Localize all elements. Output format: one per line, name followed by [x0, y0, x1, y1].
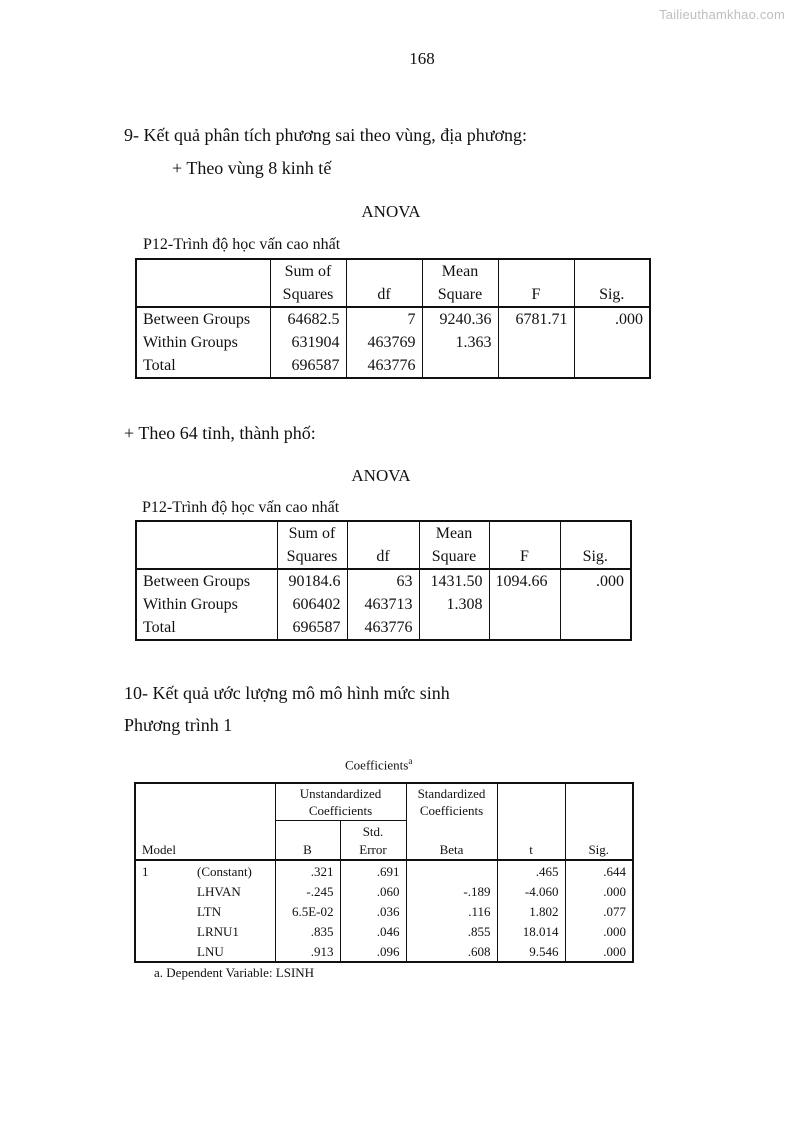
anova1-header-ms: Square: [422, 283, 498, 307]
anova2-header-f: F: [489, 545, 560, 569]
table-row: [136, 569, 631, 593]
table-row: [136, 331, 650, 354]
predictor-name: LHVAN: [191, 881, 275, 901]
anova2-header-ms: Square: [419, 545, 489, 569]
coef-header-unstd-top: Unstandardized: [299, 785, 382, 801]
coef-header-b: B: [275, 820, 340, 860]
anova1-variable: P12-Trình độ học vấn cao nhất: [143, 236, 341, 253]
cell-b: .913: [275, 941, 340, 962]
anova2-header-ss-top: Sum of: [277, 521, 347, 545]
cell-sig: [574, 354, 650, 378]
footnote-marker: a.: [154, 965, 164, 980]
anova2-title: ANOVA: [351, 466, 411, 485]
cell-f: 1094.66: [489, 569, 560, 593]
cell-se: .046: [340, 921, 406, 941]
cell-df: 463776: [346, 354, 422, 378]
cell-ms: [419, 616, 489, 640]
cell-df: 463713: [347, 593, 419, 616]
anova2-header-sig-top: [560, 521, 631, 545]
model-number-blank: [135, 901, 191, 921]
cell-se: .036: [340, 901, 406, 921]
cell-ss: 606402: [277, 593, 347, 616]
predictor-name: LNU: [191, 941, 275, 962]
coef-header-sig: Sig.: [588, 842, 610, 857]
cell-se: .060: [340, 881, 406, 901]
section-9-sub-province: + Theo 64 tỉnh, thành phố:: [124, 423, 316, 443]
cell-ms: 1.308: [419, 593, 489, 616]
anova2-header-f-top: [489, 521, 560, 545]
footnote-text: Dependent Variable: LSINH: [166, 965, 315, 980]
cell-ss: 696587: [277, 616, 347, 640]
equation-label: Phương trình 1: [124, 715, 233, 735]
coef-header-se: [340, 820, 406, 860]
row-label: Within Groups: [136, 331, 270, 354]
table-row: [135, 860, 633, 881]
coefficients-footnote: [154, 965, 314, 981]
cell-ss: 64682.5: [270, 307, 346, 331]
cell-f: [498, 354, 574, 378]
cell-se: .096: [340, 941, 406, 962]
cell-t: -4.060: [497, 881, 565, 901]
predictor-name: (Constant): [191, 860, 275, 881]
coef-header-standardized: [406, 783, 497, 820]
anova2-header-ms-top: Mean: [419, 521, 489, 545]
anova2-header-blank: [136, 521, 277, 545]
anova1-header-ss-top: Sum of: [270, 259, 346, 283]
cell-b: -.245: [275, 881, 340, 901]
cell-sig: .000: [603, 943, 626, 959]
row-label: Total: [136, 616, 277, 640]
cell-f: 6781.71: [498, 307, 574, 331]
model-number: 1: [142, 863, 149, 879]
cell-beta: .855: [406, 921, 497, 941]
cell-ms: 9240.36: [422, 307, 498, 331]
cell-se: .691: [340, 860, 406, 881]
model-number-blank: [135, 881, 191, 901]
cell-df: 63: [347, 569, 419, 593]
cell-f: [489, 616, 560, 640]
section-9-sub-region: + Theo vùng 8 kinh tế: [172, 158, 332, 178]
cell-sig: [560, 616, 631, 640]
anova1-header-df: df: [346, 283, 422, 307]
page-number: 168: [409, 49, 435, 68]
table-row: [136, 307, 650, 331]
coefficients-table: [134, 782, 634, 963]
anova1-table: [135, 258, 651, 379]
cell-ss: 696587: [270, 354, 346, 378]
cell-df: 463776: [347, 616, 419, 640]
section-9-heading: 9- Kết quả phân tích phương sai theo vùng, địa phương:: [124, 125, 527, 145]
coef-header-std-top: Standardized: [417, 786, 486, 801]
anova1-title: ANOVA: [361, 202, 421, 221]
anova1-header-sig-top: [574, 259, 650, 283]
anova2-header-ss: Squares: [277, 545, 347, 569]
row-label: Within Groups: [136, 593, 277, 616]
coef-header-unstandardized: [275, 783, 406, 820]
section-10-heading: 10- Kết quả ước lượng mô mô hình mức sinh: [124, 683, 450, 703]
table-row: [135, 941, 633, 962]
cell-sig: .000: [603, 883, 626, 899]
model-number-blank: [135, 941, 191, 962]
anova2-variable: P12-Trình độ học vấn cao nhất: [142, 499, 340, 516]
cell-sig: .077: [603, 903, 626, 919]
coefficients-title: [345, 756, 412, 773]
cell-sig: .000: [615, 311, 643, 328]
predictor-name: LRNU1: [191, 921, 275, 941]
coefficients-title-sup: a: [408, 756, 413, 766]
cell-sig: .000: [596, 573, 624, 590]
row-label: Between Groups: [136, 307, 270, 331]
table-row: [136, 593, 631, 616]
anova1-header-df-top: [346, 259, 422, 283]
cell-t: 18.014: [497, 921, 565, 941]
model-number-blank: [135, 921, 191, 941]
cell-ss: 631904: [270, 331, 346, 354]
anova2-header-blank-2: [136, 545, 277, 569]
anova2-table: [135, 520, 632, 641]
cell-sig: .644: [603, 863, 626, 879]
cell-ms: 1.363: [422, 331, 498, 354]
cell-beta: -.189: [406, 881, 497, 901]
cell-sig: [574, 331, 650, 354]
anova2-header-sig: Sig.: [582, 548, 608, 565]
anova1-header-f-top: [498, 259, 574, 283]
cell-beta: .116: [406, 901, 497, 921]
table-row: [135, 881, 633, 901]
row-label: Total: [136, 354, 270, 378]
anova1-header-ms-top: Mean: [422, 259, 498, 283]
watermark: Tailieuthamkhao.com: [659, 7, 785, 22]
row-label: Between Groups: [136, 569, 277, 593]
table-row: [136, 616, 631, 640]
anova1-header-blank: [136, 259, 270, 283]
cell-f: [489, 593, 560, 616]
cell-t: 9.546: [497, 941, 565, 962]
cell-ms: [422, 354, 498, 378]
anova1-header-ss: Squares: [270, 283, 346, 307]
cell-sig: .000: [603, 923, 626, 939]
table-row: [136, 354, 650, 378]
coef-header-model: Model: [135, 820, 275, 860]
cell-ms: 1431.50: [419, 569, 489, 593]
cell-b: .835: [275, 921, 340, 941]
table-row: [135, 901, 633, 921]
coef-header-se-top: Std.: [362, 824, 384, 839]
anova1-header-f: F: [498, 283, 574, 307]
cell-df: 7: [346, 307, 422, 331]
coef-header-t-top: [497, 783, 565, 820]
anova2-header-df: df: [347, 545, 419, 569]
coef-header-se-bottom: Error: [359, 842, 387, 857]
cell-f: [498, 331, 574, 354]
cell-b: .321: [275, 860, 340, 881]
anova1-header-sig: Sig.: [599, 286, 625, 303]
coef-header-blank: [135, 783, 275, 820]
cell-ss: 90184.6: [277, 569, 347, 593]
cell-t: 1.802: [497, 901, 565, 921]
coef-header-unstd-bottom: Coefficients: [308, 802, 373, 818]
coef-header-std-bottom: Coefficients: [419, 803, 484, 818]
anova2-header-df-top: [347, 521, 419, 545]
coef-header-sig-top: [565, 783, 633, 820]
cell-beta: .608: [406, 941, 497, 962]
anova1-header-blank-2: [136, 283, 270, 307]
coef-header-t: t: [497, 820, 565, 860]
predictor-name: LTN: [191, 901, 275, 921]
cell-b: 6.5E-02: [275, 901, 340, 921]
cell-sig: [560, 593, 631, 616]
coefficients-title-text: Coefficients: [345, 757, 409, 773]
cell-t: .465: [497, 860, 565, 881]
coef-header-beta: Beta: [406, 820, 497, 860]
table-row: [135, 921, 633, 941]
cell-df: 463769: [346, 331, 422, 354]
cell-beta: [406, 860, 497, 881]
